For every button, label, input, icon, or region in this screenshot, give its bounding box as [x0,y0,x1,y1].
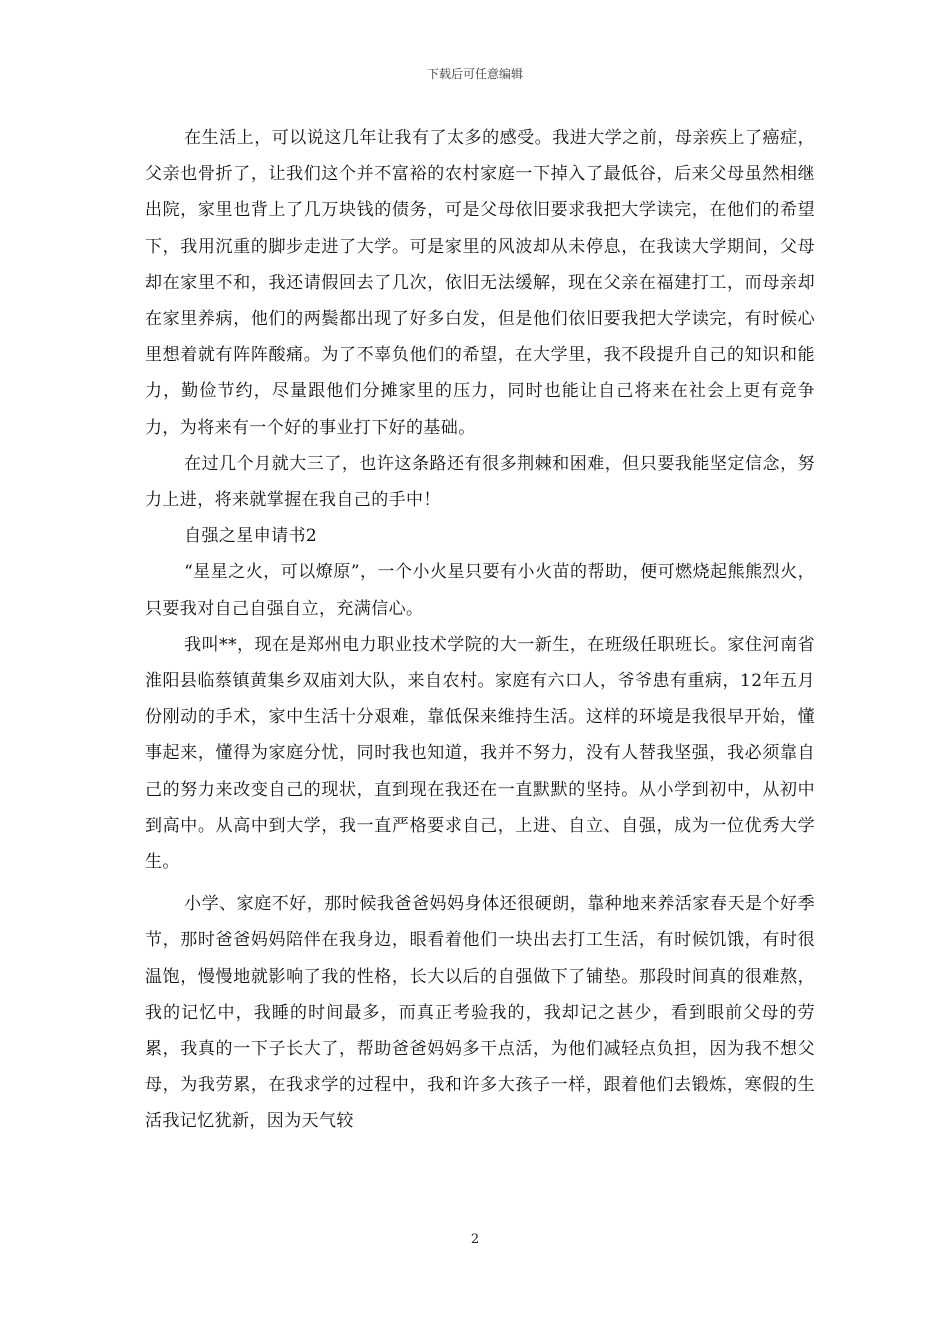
paragraph-spark: “星星之火，可以燎原”，一个小火星只要有小火苗的帮助，便可燃烧起熊熊烈火，只要我对自己自强自立，充满信心。 [145,562,815,619]
paragraph-introduction: 我叫**，现在是郑州电力职业技术学院的大一新生，在班级任职班长。家住河南省淮阳县临蔡镇黄集乡双庙刘大队，来自农村。家庭有六口人，爷爷患有重病，12年五月份刚动的手术，家中生活十分艰难，靠低保来维持生活。这样的环境是我很早开始，懂事起来，懂得为家庭分忧，同时我也知道，我并不努力，没有人替我坚强，我必须靠自己的努力来改变自己的现状，直到现在我还在一直默默的坚持。从小学到初中，从初中到高中。从高中到大学，我一直严格要求自己，上进、自立、自强，成为一位优秀大学生。 [145,634,815,873]
section-heading: 自强之星申请书2 [184,526,318,547]
paragraph-childhood: 小学、家庭不好，那时候我爸爸妈妈身体还很硬朗，靠种地来养活家春天是个好季节，那时爸爸妈妈陪伴在我身边，眼看着他们一块出去打工生活，有时候饥饿，有时很温饱，慢慢地就影响了我的性格，长大以后的自强做下了铺垫。那段时间真的很难熬，我的记忆中，我睡的时间最多，而真正考验我的，我却记之甚少，看到眼前父母的劳累，我真的一下子长大了，帮助爸爸妈妈多干点活，为他们减轻点负担，因为我不想父母，为我劳累，在我求学的过程中，我和许多大孩子一样，跟着他们去锻炼，寒假的生活我记忆犹新，因为天气较 [145,894,815,1132]
paragraph-future: 在过几个月就大三了，也许这条路还有很多荆棘和困难，但只要我能坚定信念，努力上进，将来就掌握在我自己的手中！ [145,453,815,511]
paragraph-life: 在生活上，可以说这几年让我有了太多的感受。我进大学之前，母亲疾上了癌症，父亲也骨折了，让我们这个并不富裕的农村家庭一下掉入了最低谷，后来父母虽然相继出院，家里也背上了几万块钱的债务，可是父母依旧要求我把大学读完，在他们的希望下，我用沉重的脚步走进了大学。可是家里的风波却从未停息，在我读大学期间，父母却在家里不和，我还请假回去了几次，依旧无法缓解，现在父亲在福建打工，而母亲却在家里养病，他们的两鬓都出现了好多白发，但是他们依旧要我把大学读完，有时候心里想着就有阵阵酸痛。为了不辜负他们的希望，在大学里，我不段提升自己的知识和能力，勤俭节约，尽量跟他们分摊家里的压力，同时也能让自己将来在社会上更有竞争力，为将来有一个好的事业打下好的基础。 [145,128,815,438]
page-header [0,66,950,82]
page-footer [0,1232,950,1248]
document-body [145,120,815,1140]
page-number: 2 [470,1232,480,1247]
header-note: 下载后可任意编辑 [426,67,523,81]
